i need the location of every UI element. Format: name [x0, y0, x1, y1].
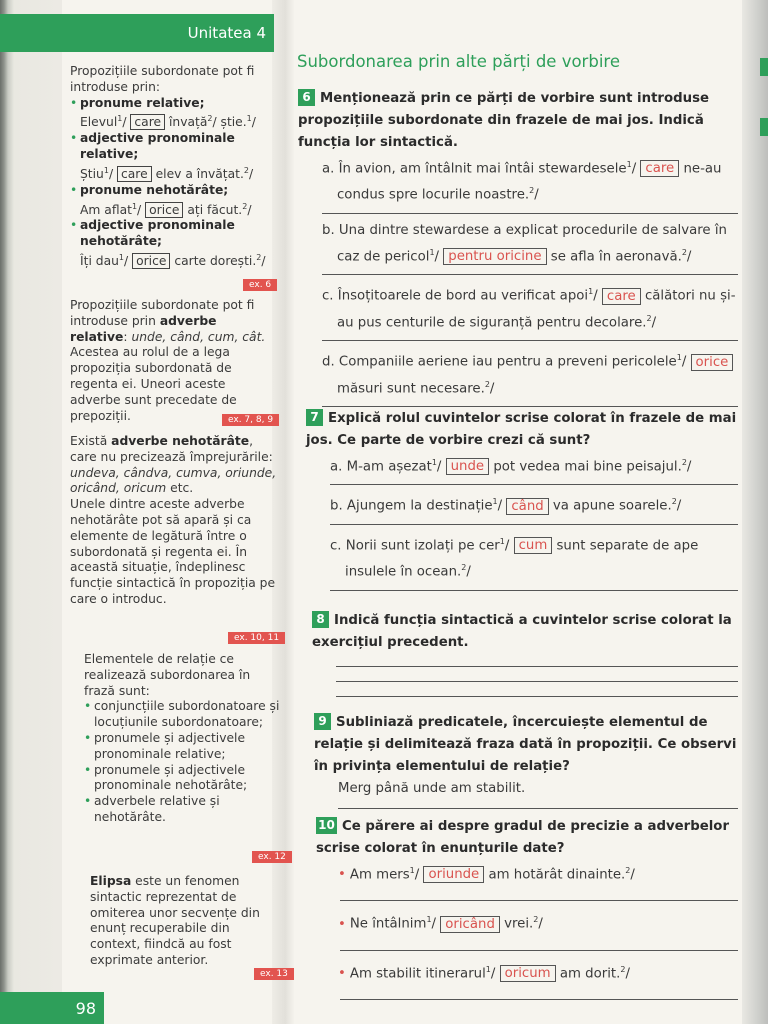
mark: 2: [484, 379, 490, 389]
examples: undeva, cândva, cumva, oriunde, oricând, oricum: [70, 465, 277, 496]
bullet: •: [338, 916, 346, 932]
mark: /: [630, 867, 635, 883]
item-text: am dorit.: [555, 966, 621, 982]
exercise-number: 6: [298, 89, 315, 106]
question-text: Menționează prin ce părți de vorbire sunt introduse propozițiile subordonate din frazele de mai jos. Indică funcția lor sintactică.: [298, 91, 710, 150]
highlighted-word: cum: [514, 537, 553, 554]
highlighted-word: când: [506, 498, 548, 515]
mark: 2: [671, 497, 677, 507]
boxed-word: care: [117, 166, 152, 182]
exercise-number: 8: [312, 611, 329, 628]
exercise-item: [322, 154, 738, 207]
bullet: •: [338, 867, 346, 883]
mark: 1: [409, 866, 415, 875]
mark: /: [538, 916, 543, 932]
exercise-item: [338, 909, 738, 935]
exercise-ref-badge: ex. 7, 8, 9: [222, 414, 279, 426]
item-letter: b.: [322, 222, 335, 238]
term: adverbe relative: [70, 313, 217, 344]
sidebar-list: [70, 96, 280, 270]
exercise-9: [314, 712, 738, 815]
highlighted-word: unde: [446, 458, 489, 475]
mark: /: [686, 459, 692, 475]
mark: /: [436, 459, 442, 475]
mark: /: [676, 498, 682, 514]
exercise-item: [330, 491, 738, 517]
exercise-question: [312, 610, 738, 654]
mark: 1: [676, 353, 682, 363]
sidebar-text: este un fenomen sintactic reprezentat de omiterea unor secvențe din enunț recuperabile din context, fiindcă au fost exprimate anterior.: [90, 874, 260, 967]
mark: 1: [118, 253, 125, 263]
sidebar-list: [84, 699, 280, 825]
boxed-word: orice: [132, 253, 170, 269]
page-number-text: 98: [75, 998, 96, 1018]
exercise-question: [316, 816, 738, 860]
sidebar-text: Unele dintre aceste adverbe nehotărâte pot să apară și ca elemente de legătură între o subordonată și regenta ei. În această situație, îndeplinesc funcție sintactică în propoziția pe care o introduc.: [70, 497, 276, 606]
highlighted-word: care: [602, 288, 641, 305]
item-text: Norii sunt izolați pe cer: [345, 538, 500, 554]
item-text: În avion, am întâlnit mai întâi stewardesele: [338, 161, 627, 177]
mark: 2: [625, 866, 631, 875]
exercise-sentence: Merg până unde am stabilit.: [338, 781, 526, 796]
item-text: Companiile aeriene iau pentru a preveni pericolele: [338, 354, 677, 370]
boxed-word: care: [130, 114, 165, 130]
highlighted-word: oricum: [500, 965, 556, 982]
sidebar-block-relation-elements: [84, 652, 280, 826]
mark: 1: [429, 247, 435, 257]
item-text: Una dintre stewardese a explicat procedurile de salvare în caz de pericol: [337, 222, 727, 265]
answer-line: [322, 340, 738, 341]
mark: /: [251, 115, 256, 130]
mark: 1: [131, 201, 138, 211]
question-text: Indică funcția sintactică a cuvintelor scrise colorat la exercițiul precedent.: [312, 613, 732, 650]
page-number: [0, 992, 104, 1024]
example-text: / știe.: [212, 115, 247, 130]
unit-label: Unitatea 4: [187, 24, 266, 42]
item-text: Însoțitoarele de bord au verificat apoi: [337, 288, 589, 304]
answer-line: [322, 213, 738, 214]
mark: /: [124, 254, 129, 269]
example-text: ați făcut.: [187, 202, 243, 217]
sidebar-text: Acestea au rolul de a lega propoziția subordonată de regenta ei. Uneori aceste adverbe sunt precedate de prepoziții.: [70, 345, 237, 423]
boxed-word: orice: [145, 202, 183, 218]
example-text: Știu: [80, 166, 104, 181]
exercise-item: [330, 452, 738, 478]
mark: /: [489, 380, 495, 396]
question-text: Subliniază predicatele, încercuiește elementul de relație și delimitează fraza dată în propoziții. Ce observi în privința elementului de relație?: [314, 715, 737, 774]
mark: /: [137, 202, 142, 217]
mark: 1: [626, 160, 632, 169]
example-text: Îți dau: [80, 254, 119, 269]
item-text: am hotărât dinainte.: [484, 867, 626, 883]
mark: 2: [681, 458, 687, 467]
answer-line: [338, 808, 738, 809]
item-text: Ajungem la destinație: [346, 498, 493, 514]
mark: 2: [243, 165, 249, 175]
mark: /: [108, 166, 114, 181]
exercise-item: [322, 220, 738, 268]
item-text: Am mers: [349, 867, 410, 883]
sidebar-block-subordinate-intro: [70, 64, 280, 270]
answer-line: [322, 406, 738, 407]
question-text: Ce părere ai despre gradul de precizie a adverbelor scrise colorat în enunțurile date?: [316, 819, 729, 856]
page-edge-right: [742, 0, 768, 1024]
term: pronume relative;: [80, 95, 205, 110]
sidebar-block-relative-adverbs: [70, 298, 270, 424]
answer-line: [322, 274, 738, 275]
highlighted-word: oricând: [440, 916, 500, 933]
mark: 1: [103, 165, 109, 175]
example-text: elev a învățat.: [155, 166, 244, 181]
exercise-ref-badge: ex. 13: [254, 968, 294, 980]
mark: /: [593, 288, 598, 304]
list-item: • adverbele relative și nehotărâte.: [84, 794, 280, 826]
example-text: Am aflat: [80, 202, 132, 217]
term: adjective pronominale relative;: [80, 131, 235, 162]
sidebar-text: etc.: [166, 481, 194, 496]
sidebar-block-indefinite-adverbs: [70, 434, 280, 608]
mark: /: [247, 202, 252, 217]
sidebar-text: Elementele de relație ce realizează subordonarea în frază sunt:: [84, 652, 251, 698]
sidebar-text: Există: [70, 434, 112, 448]
exercise-item: [322, 281, 738, 334]
mark: /: [122, 115, 127, 130]
mark: 1: [117, 114, 123, 124]
sidebar-text: , care nu precizează împrejurările:: [70, 434, 273, 464]
highlighted-word: pentru oricine: [443, 248, 546, 265]
mark: 2: [646, 313, 652, 323]
list-item: • pronumele și adjectivele pronominale nehotărâte;: [84, 763, 280, 795]
exercise-ref-badge: ex. 10, 11: [228, 632, 285, 644]
exercise-8: [312, 610, 738, 703]
mark: /: [434, 249, 440, 265]
right-tab-marker: [760, 118, 768, 136]
item-text: va apune soarele.: [548, 498, 672, 514]
mark: 2: [533, 915, 539, 925]
item-letter: b.: [330, 498, 343, 514]
answer-line: [336, 666, 738, 667]
mark: /: [504, 538, 510, 554]
exercise-ref-badge: ex. 12: [252, 851, 292, 863]
exercise-6: [298, 88, 738, 413]
mark: /: [466, 564, 471, 580]
right-tab-marker: [760, 58, 768, 76]
highlighted-word: oriunde: [423, 866, 484, 883]
mark: 1: [588, 287, 594, 297]
exercise-item: [330, 531, 738, 584]
highlighted-word: orice: [691, 354, 734, 371]
mark: 2: [207, 114, 213, 124]
exercise-question: [314, 712, 738, 778]
mark: 1: [492, 497, 498, 507]
mark: 1: [246, 114, 252, 124]
item-text: Ne întâlnim: [349, 916, 427, 932]
example-text: carte dorești.: [174, 254, 257, 269]
exercise-question: [306, 408, 738, 452]
page-edge-left: [0, 0, 62, 1024]
answer-line: [340, 999, 738, 1000]
item-text: pot vedea mai bine peisajul.: [489, 459, 682, 475]
item-letter: c.: [330, 538, 342, 554]
exercise-number: 9: [314, 713, 331, 730]
mark: /: [625, 966, 630, 982]
sidebar-block-ellipsis: [90, 874, 270, 969]
item-letter: a.: [330, 459, 343, 475]
exercise-item: [322, 347, 738, 400]
example-text: învață: [169, 115, 208, 130]
list-item: [70, 131, 280, 182]
mark: 2: [242, 201, 248, 211]
mark: /: [490, 966, 496, 982]
mark: 2: [620, 964, 626, 974]
item-text: călători nu și-au pus centurile de siguranță pentru decolare.: [337, 288, 736, 331]
item-letter: a.: [322, 161, 335, 177]
exercise-number: 7: [306, 409, 323, 426]
mark: 1: [426, 915, 432, 925]
mark: /: [534, 187, 539, 203]
answer-line: [340, 950, 738, 951]
mark: /: [261, 254, 266, 269]
answer-line: [340, 900, 738, 901]
mark: 1: [485, 964, 491, 974]
list-item: • pronumele și adjectivele pronominale relative;: [84, 731, 280, 763]
question-text: Explică rolul cuvintelor scrise colorat în frazele de mai jos. Ce parte de vorbire crezi că sunt?: [306, 411, 737, 448]
term: adverbe nehotărâte: [111, 434, 250, 448]
term: adjective pronominale nehotărâte;: [80, 218, 235, 249]
mark: /: [497, 498, 503, 514]
mark: /: [248, 166, 254, 181]
item-text: se afla în aeronavă.: [546, 249, 682, 265]
exercise-question: [298, 88, 738, 154]
mark: /: [686, 249, 692, 265]
list-item: [70, 96, 280, 132]
sidebar-text: Propozițiile subordonate pot fi introduse prin:: [70, 64, 255, 94]
mark: 2: [256, 253, 262, 263]
item-text: măsuri sunt necesare.: [337, 380, 485, 396]
answer-line: [336, 696, 738, 697]
mark: /: [631, 161, 637, 177]
mark: 2: [461, 563, 467, 573]
item-text: Am stabilit itinerarul: [349, 966, 486, 982]
list-item: • conjuncțiile subordonatoare și locuțiunile subordonatoare;: [84, 699, 280, 731]
exercise-7: [306, 408, 738, 597]
highlighted-word: care: [640, 160, 679, 177]
mark: 1: [431, 458, 437, 467]
exercise-item: [338, 860, 738, 886]
mark: /: [681, 354, 687, 370]
bullet: •: [338, 966, 346, 982]
section-title: Subordonarea prin alte părți de vorbire: [297, 52, 620, 71]
term: Elipsa: [90, 874, 132, 888]
mark: /: [431, 916, 437, 932]
item-text: vrei.: [499, 916, 534, 932]
mark: /: [651, 315, 657, 331]
answer-line: [330, 484, 738, 485]
exercise-number: 10: [316, 817, 337, 834]
mark: 2: [681, 247, 687, 257]
term: pronume nehotărâte;: [80, 182, 229, 197]
mark: 1: [499, 536, 505, 546]
item-letter: d.: [322, 354, 335, 370]
sidebar-text: :: [123, 329, 132, 344]
unit-header: [0, 14, 274, 52]
item-text: M-am așezat: [346, 459, 432, 475]
answer-line: [330, 524, 738, 525]
sidebar-text: Propozițiile subordonate pot fi introduse prin: [70, 298, 255, 328]
item-text: ne-au condus spre locurile noastre.: [337, 161, 722, 203]
list-item: [70, 218, 280, 269]
examples: unde, când, cum, cât.: [131, 329, 266, 344]
mark: 2: [529, 186, 535, 196]
mark: /: [414, 867, 420, 883]
list-item: [70, 183, 280, 219]
answer-line: [336, 681, 738, 682]
answer-line: [330, 590, 738, 591]
exercise-ref-badge: ex. 6: [243, 279, 277, 291]
item-text: sunt separate de ape insulele în ocean.: [345, 538, 699, 580]
item-letter: c.: [322, 288, 334, 304]
example-text: Elevul: [80, 115, 118, 130]
exercise-10: [316, 816, 738, 1006]
exercise-item: [338, 959, 738, 985]
